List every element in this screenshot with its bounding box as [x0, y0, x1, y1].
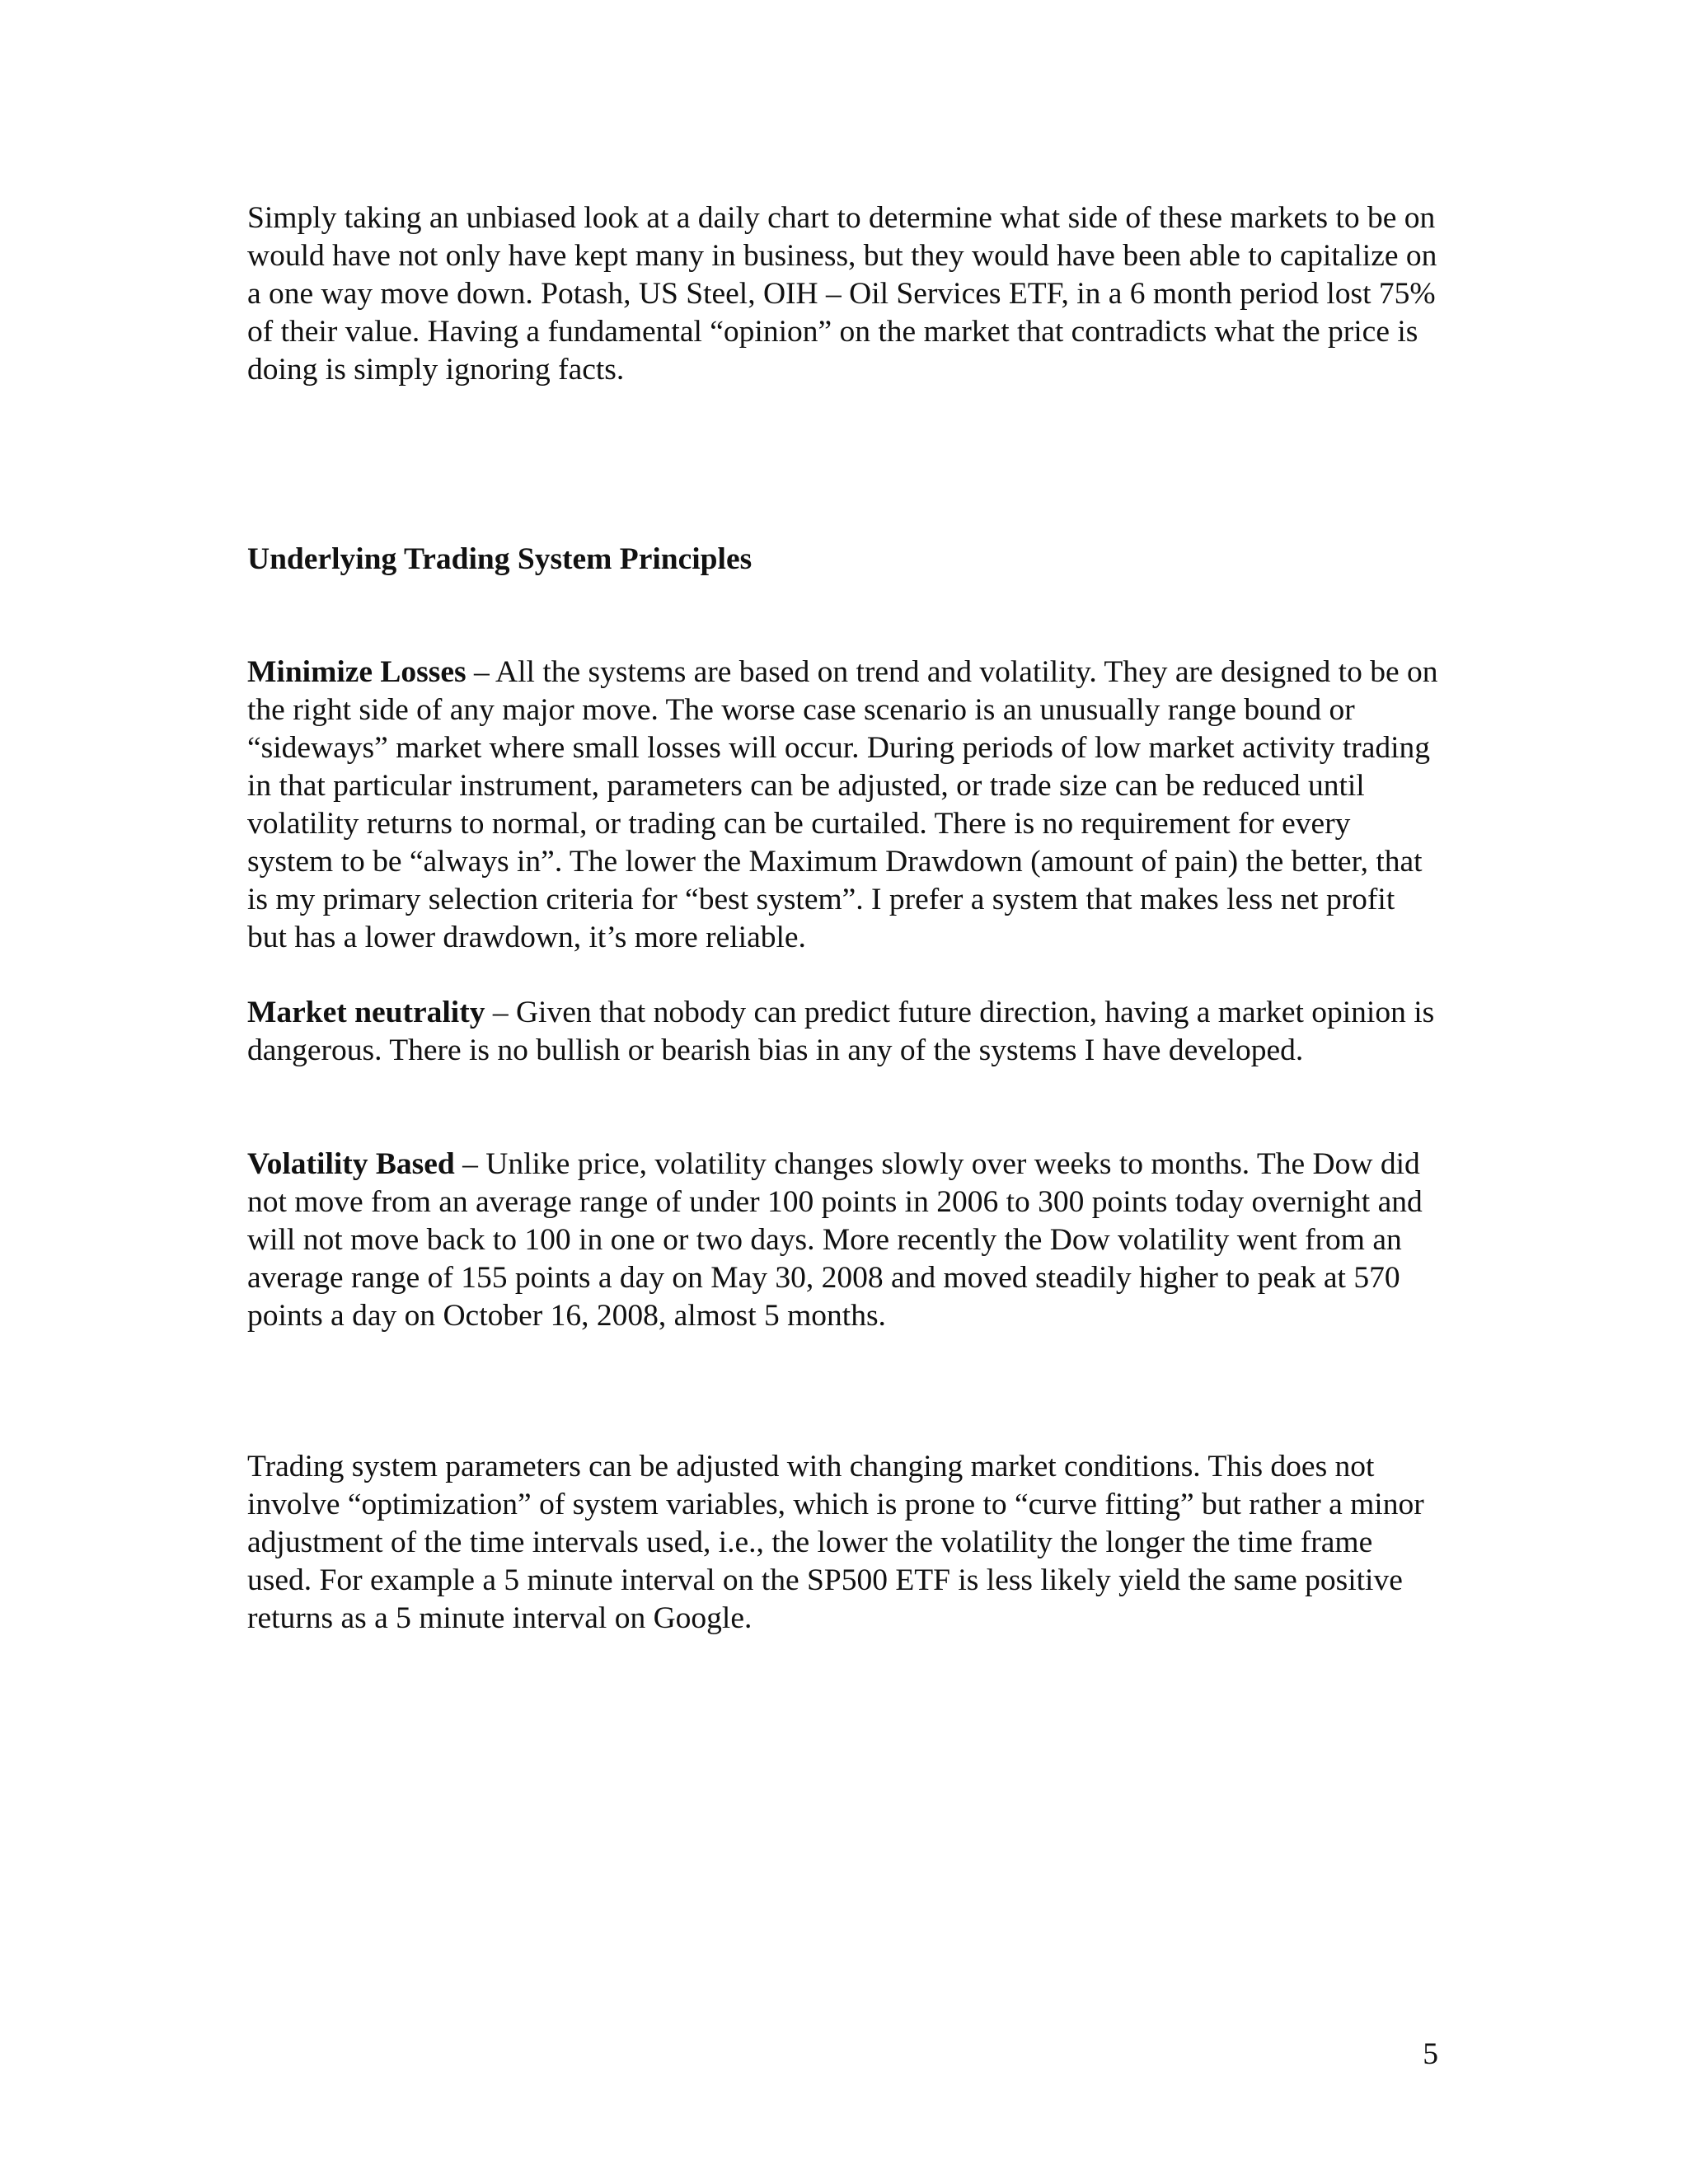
closing-paragraph: Trading system parameters can be adjusted with changing market conditions. This does not involve “optimization” of system variables, which is prone to “curve fitting” but rather a minor adjustment of the time intervals used, i.e., the lower the volatility the longer the time frame used. For example a 5 minute interval on the SP500 ETF is less likely yield the same positive returns as a 5 minute interval on Google. — [247, 1450, 1424, 1635]
principle-text: – Given that nobody can predict future direction, having a market opinion is dangerous. There is no bullish or bearish bias in any of the systems I have developed. — [247, 996, 1435, 1067]
principle-term: Minimize Losses — [247, 655, 467, 689]
principle-market-neutrality — [247, 994, 1438, 1070]
principle-term: Market neutrality — [247, 996, 485, 1029]
principle-minimize-losses — [247, 654, 1438, 957]
principle-volatility-based — [247, 1146, 1438, 1335]
section-heading: Underlying Trading System Principles — [247, 542, 753, 576]
page-number: 5 — [1423, 2037, 1438, 2071]
principle-text: – All the systems are based on trend and volatility. They are designed to be on the right side of any major move. The worse case scenario is an unusually range bound or “sideways” market where small losses will occur. During periods of low market activity trading in that particular instrument, parameters can be adjusted, or trade size can be reduced until volatility returns to normal, or trading can be curtailed. There is no requirement for every system to be “always in”. The lower the Maximum Drawdown (amount of pain) the better, that is my primary selection criteria for “best system”. I prefer a system that makes less net profit but has a lower drawdown, it’s more reliable. — [247, 655, 1438, 954]
intro-paragraph: Simply taking an unbiased look at a daily chart to determine what side of these markets to be on would have not only have kept many in business, but they would have been able to capitalize on a one way move down. Potash, US Steel, OIH – Oil Services ETF, in a 6 month period lost 75% of their value. Having a fundamental “opinion” on the market that contradicts what the price is doing is simply ignoring facts. — [247, 201, 1437, 387]
principle-term: Volatility Based — [247, 1147, 455, 1181]
principle-text: – Unlike price, volatility changes slowly over weeks to months. The Dow did not move from an average range of under 100 points in 2006 to 300 points today overnight and will not move back to 100 in one or two days. More recently the Dow volatility went from an average range of 155 points a day on May 30, 2008 and moved steadily higher to peak at 570 points a day on October 16, 2008, almost 5 months. — [247, 1147, 1423, 1333]
